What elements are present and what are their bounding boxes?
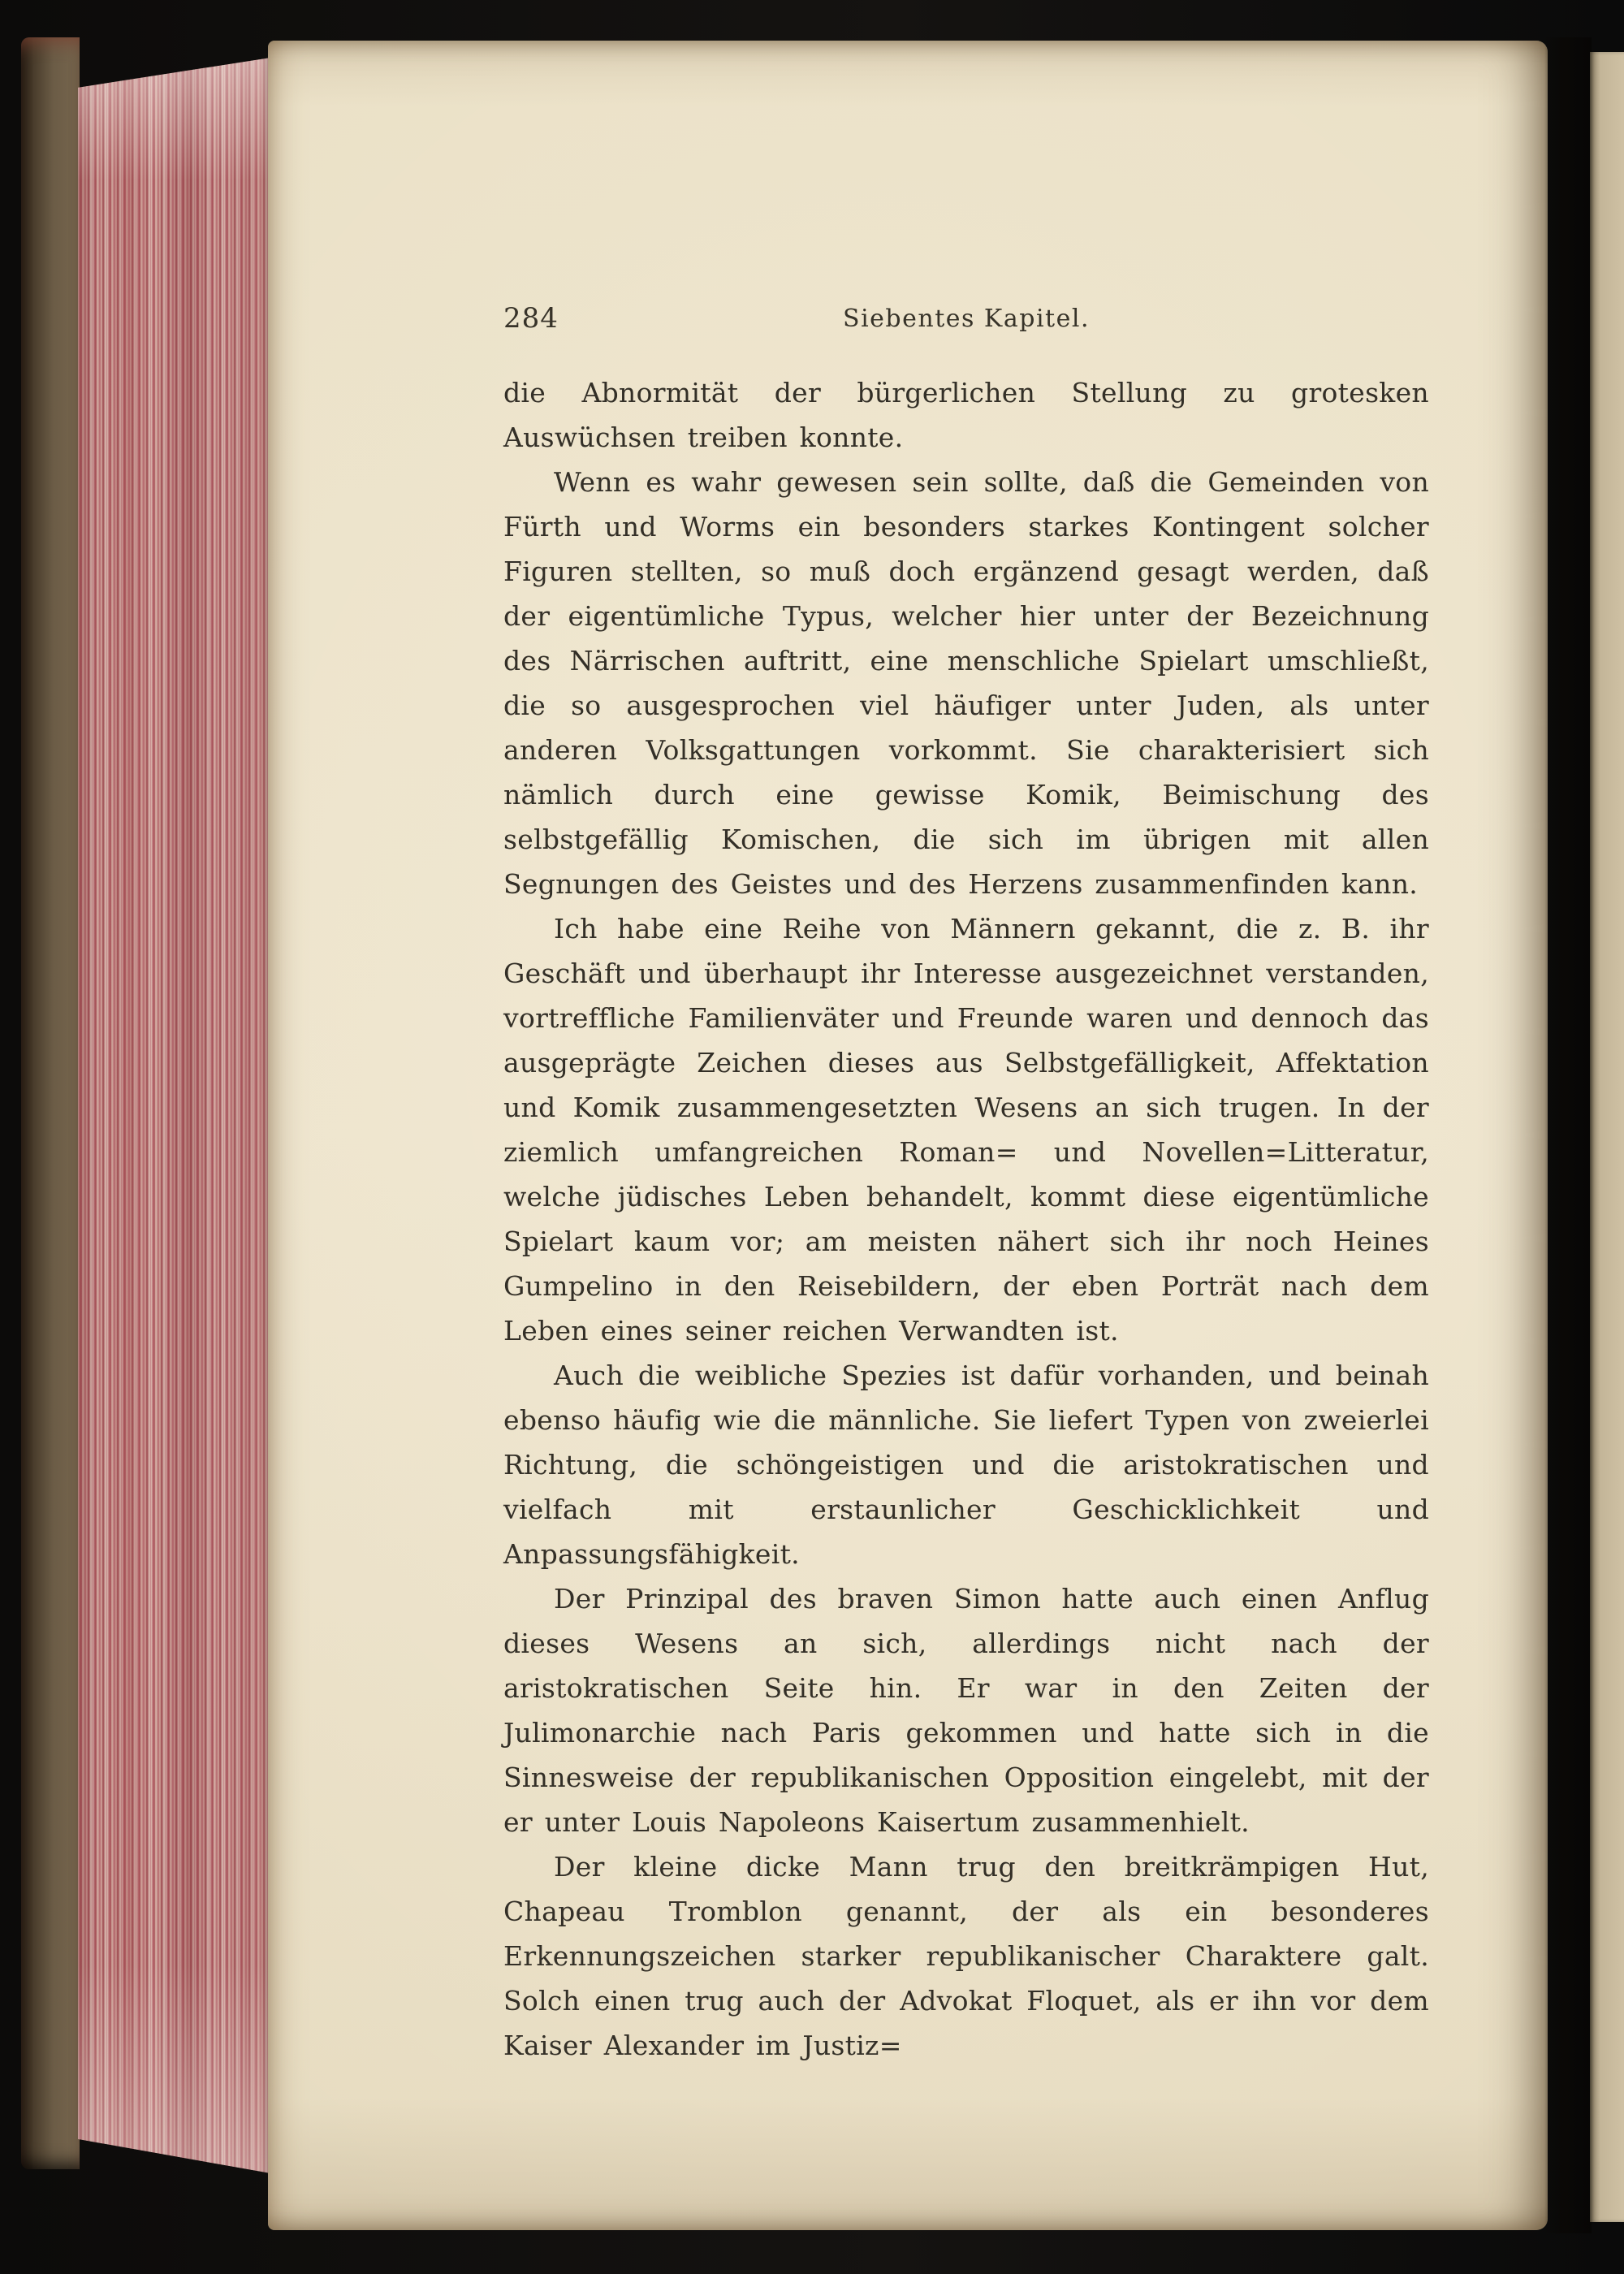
paragraph: die Abnormität der bürgerlichen Stellung zu grotesken Auswüchsen treiben konnte.	[503, 377, 1429, 453]
chapter-running-title: Siebentes Kapitel.	[843, 305, 1090, 333]
paragraph: Ich habe eine Reihe von Männern gekannt, die z. B. ihr Geschäft und überhaupt ihr Interesse ausgezeichnet verstanden, vortreffliche Familienväter und Freunde waren und dennoch das ausgeprägte Zeichen dieses aus Selbstgefälligkeit, Affektation und Komik zusammengesetzten Wesens an sich trugen. In der ziemlich umfangreichen Roman= und Novellen=Litteratur, welche jüdisches Leben behandelt, kommt diese eigentümliche Spielart kaum vor; am meisten nähert sich ihr noch Heines Gumpelino in den Reisebildern, der eben Porträt nach dem Leben eines seiner reichen Verwandten ist.	[503, 913, 1429, 1347]
page-body-text	[503, 370, 1429, 2068]
page-edges-stack	[78, 54, 270, 2177]
gutter-shadow	[1544, 37, 1592, 2233]
paragraph: Der Prinzipal des braven Simon hatte auch einen Anflug dieses Wesens an sich, allerdings nicht nach der aristokratischen Seite hin. Er war in den Zeiten der Julimonarchie nach Paris gekommen und hatte sich in die Sinnesweise der republikanischen Opposition eingelebt, mit der er unter Louis Napoleons Kaisertum zusammenhielt.	[503, 1583, 1429, 1838]
page-number: 284	[503, 302, 559, 335]
paragraph: Der kleine dicke Mann trug den breitkrämpigen Hut, Chapeau Tromblon genannt, der als ein besonderes Erkennungszeichen starker republikanischer Charaktere galt. Solch einen trug auch der Advokat Floquet, als er ihn vor dem Kaiser Alexander im Justiz=	[503, 1851, 1429, 2061]
book-cover-edge	[21, 37, 80, 2169]
paragraph: Wenn es wahr gewesen sein sollte, daß die Gemeinden von Fürth und Worms ein besonders starkes Kontingent solcher Figuren stellten, so muß doch ergänzend gesagt werden, daß der eigentümliche Typus, welcher hier unter der Bezeichnung des Närrischen auftritt, eine menschliche Spielart umschließt, die so ausgesprochen viel häufiger unter Juden, als unter anderen Volksgattungen vorkommt. Sie charakterisiert sich nämlich durch eine gewisse Komik, Beimischung des selbstgefällig Komischen, die sich im übrigen mit allen Segnungen des Geistes und des Herzens zusammenfinden kann.	[503, 466, 1429, 900]
page-header	[503, 300, 1429, 338]
facing-page-edge	[1590, 52, 1624, 2222]
paragraph: Auch die weibliche Spezies ist dafür vorhanden, und beinah ebenso häufig wie die männliche. Sie liefert Typen von zweierlei Richtung, die schöngeistigen und die aristokratischen und vielfach mit erstaunlicher Geschicklichkeit und Anpassungsfähigkeit.	[503, 1360, 1429, 1570]
